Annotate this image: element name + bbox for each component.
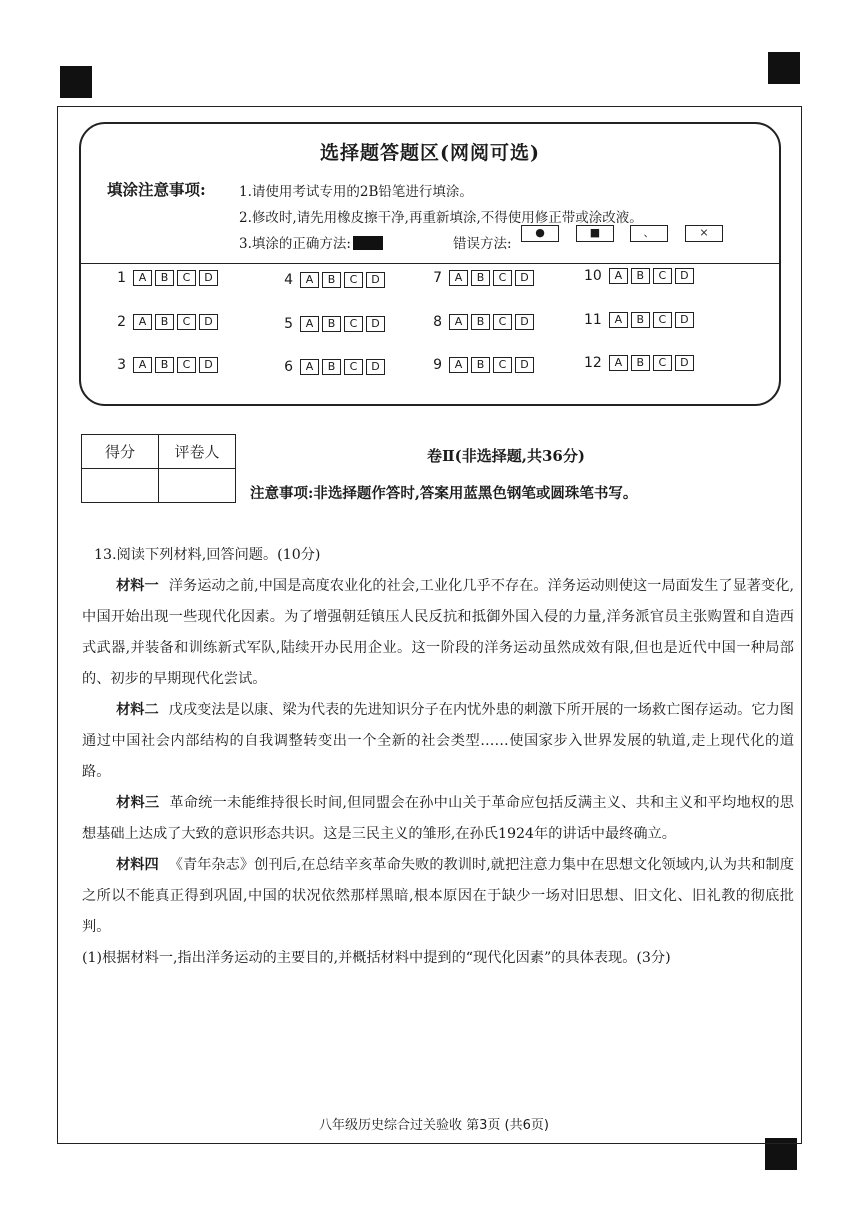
- question-row: [281, 316, 385, 332]
- option-d[interactable]: D: [366, 272, 385, 288]
- option-b[interactable]: B: [155, 270, 174, 286]
- option-a[interactable]: A: [449, 270, 468, 286]
- section-title: 卷Ⅱ(非选择题,共36分): [427, 447, 585, 465]
- material-label: 材料二: [116, 702, 159, 718]
- option-d[interactable]: D: [515, 357, 534, 373]
- material-1: [82, 571, 794, 695]
- fill-notes-label: 填涂注意事项:: [107, 180, 206, 199]
- question-number: 9: [433, 357, 442, 373]
- question-heading: 13.阅读下列材料,回答问题。(10分): [94, 547, 321, 563]
- question-number: 4: [284, 272, 293, 288]
- question-row: [281, 272, 385, 288]
- option-d[interactable]: D: [515, 314, 534, 330]
- option-a[interactable]: A: [449, 357, 468, 373]
- question-number: 11: [584, 312, 602, 328]
- option-b[interactable]: B: [155, 357, 174, 373]
- option-d[interactable]: D: [675, 268, 694, 284]
- option-c[interactable]: C: [344, 359, 363, 375]
- note-3: [239, 232, 383, 252]
- question-number: 3: [117, 357, 126, 373]
- question-number: 7: [433, 270, 442, 286]
- wrong-method-label: 错误方法:: [453, 236, 512, 252]
- material-text: 戊戌变法是以康、梁为代表的先进知识分子在内忧外患的刺激下所开展的一场救亡图存运动。它力图通过中国社会内部结构的自我调整转变出一个全新的社会类型……使国家步入世界发展的轨道,走上现代化的道路。: [82, 702, 794, 780]
- option-a[interactable]: A: [609, 268, 628, 284]
- option-d[interactable]: D: [199, 314, 218, 330]
- wrong-sample-dot: ●: [521, 225, 559, 242]
- question-row: [114, 270, 218, 286]
- question-row: [584, 312, 694, 328]
- question-row: [430, 314, 534, 330]
- question-number: 5: [284, 316, 293, 332]
- grader-cell[interactable]: [159, 469, 236, 503]
- option-a[interactable]: A: [133, 357, 152, 373]
- question-row: [430, 357, 534, 373]
- question-row: [114, 314, 218, 330]
- option-b[interactable]: B: [631, 312, 650, 328]
- registration-mark-top-right: [768, 52, 800, 84]
- answer-area-divider: [81, 263, 779, 264]
- option-c[interactable]: C: [653, 312, 672, 328]
- question-row: [430, 270, 534, 286]
- question-number: 2: [117, 314, 126, 330]
- option-a[interactable]: A: [300, 359, 319, 375]
- wrong-sample-square: ■: [576, 225, 614, 242]
- score-cell[interactable]: [82, 469, 159, 503]
- option-a[interactable]: A: [133, 270, 152, 286]
- material-text: 革命统一未能维持很长时间,但同盟会在孙中山关于革命应包括反满主义、共和主义和平均地权的思想基础上达成了大致的意识形态共识。这是三民主义的雏形,在孙氏1924年的讲话中最终确立。: [82, 795, 794, 842]
- option-d[interactable]: D: [366, 359, 385, 375]
- option-c[interactable]: C: [344, 316, 363, 332]
- option-b[interactable]: B: [631, 355, 650, 371]
- question-number: 8: [433, 314, 442, 330]
- option-c[interactable]: C: [177, 314, 196, 330]
- material-label: 材料一: [116, 578, 159, 594]
- note-1: 1.请使用考试专用的2B铅笔进行填涂。: [239, 184, 473, 200]
- question-number: 12: [584, 355, 602, 371]
- page-footer: 八年级历史综合过关验收 第3页 (共6页): [319, 1118, 549, 1133]
- option-a[interactable]: A: [609, 312, 628, 328]
- option-c[interactable]: C: [177, 357, 196, 373]
- option-d[interactable]: D: [366, 316, 385, 332]
- question-number: 10: [584, 268, 602, 284]
- score-table: [81, 434, 236, 503]
- option-d[interactable]: D: [675, 312, 694, 328]
- grader-header: 评卷人: [159, 435, 236, 469]
- material-text: 《青年杂志》创刊后,在总结辛亥革命失败的教训时,就把注意力集中在思想文化领域内,认为共和制度之所以不能真正得到巩固,中国的状况依然那样黑暗,根本原因在于缺少一场对旧思想、旧文化、旧礼教的彻底批判。: [82, 857, 794, 935]
- wrong-sample-tick: 、: [630, 225, 668, 242]
- material-3: [82, 788, 794, 850]
- correct-fill-sample: [353, 236, 383, 250]
- registration-mark-top-left: [60, 66, 92, 98]
- answer-area-title: 选择题答题区(网阅可选): [320, 142, 540, 164]
- option-c[interactable]: C: [493, 314, 512, 330]
- option-d[interactable]: D: [199, 357, 218, 373]
- option-a[interactable]: A: [300, 316, 319, 332]
- note-3-text: 3.填涂的正确方法:: [239, 236, 351, 252]
- question-number: 1: [117, 270, 126, 286]
- option-c[interactable]: C: [653, 355, 672, 371]
- option-d[interactable]: D: [675, 355, 694, 371]
- option-b[interactable]: B: [471, 270, 490, 286]
- material-4: [82, 850, 794, 943]
- option-c[interactable]: C: [344, 272, 363, 288]
- option-b[interactable]: B: [322, 316, 341, 332]
- option-c[interactable]: C: [177, 270, 196, 286]
- material-text: 洋务运动之前,中国是高度农业化的社会,工业化几乎不存在。洋务运动则使这一局面发生了显著变化,中国开始出现一些现代化因素。为了增强朝廷镇压人民反抗和抵御外国入侵的力量,洋务派官员主张购置和自造西式武器,并装备和训练新式军队,陆续开办民用企业。这一阶段的洋务运动虽然成效有限,但也是近代中国一种局部的、初步的早期现代化尝试。: [82, 578, 794, 687]
- option-b[interactable]: B: [471, 314, 490, 330]
- option-d[interactable]: D: [515, 270, 534, 286]
- option-b[interactable]: B: [322, 272, 341, 288]
- material-label: 材料三: [116, 795, 160, 811]
- material-2: [82, 695, 794, 788]
- question-row: [281, 359, 385, 375]
- option-b[interactable]: B: [471, 357, 490, 373]
- option-b[interactable]: B: [322, 359, 341, 375]
- option-a[interactable]: A: [609, 355, 628, 371]
- option-b[interactable]: B: [631, 268, 650, 284]
- score-header: 得分: [82, 435, 159, 469]
- question-row: [114, 357, 218, 373]
- section-note: 注意事项:非选择题作答时,答案用蓝黑色钢笔或圆珠笔书写。: [250, 485, 638, 502]
- question-row: [584, 268, 694, 284]
- question-13: [82, 540, 794, 974]
- option-b[interactable]: B: [155, 314, 174, 330]
- option-a[interactable]: A: [300, 272, 319, 288]
- material-label: 材料四: [116, 857, 159, 873]
- wrong-sample-cross: ×: [685, 225, 723, 242]
- question-row: [584, 355, 694, 371]
- sub-question-1: (1)根据材料一,指出洋务运动的主要目的,并概括材料中提到的“现代化因素”的具体表现。(3分): [82, 950, 671, 966]
- note-2: 2.修改时,请先用橡皮擦干净,再重新填涂,不得使用修正带或涂改液。: [239, 210, 643, 226]
- option-c[interactable]: C: [653, 268, 672, 284]
- option-c[interactable]: C: [493, 270, 512, 286]
- question-number: 6: [284, 359, 293, 375]
- option-d[interactable]: D: [199, 270, 218, 286]
- option-c[interactable]: C: [493, 357, 512, 373]
- option-a[interactable]: A: [449, 314, 468, 330]
- option-a[interactable]: A: [133, 314, 152, 330]
